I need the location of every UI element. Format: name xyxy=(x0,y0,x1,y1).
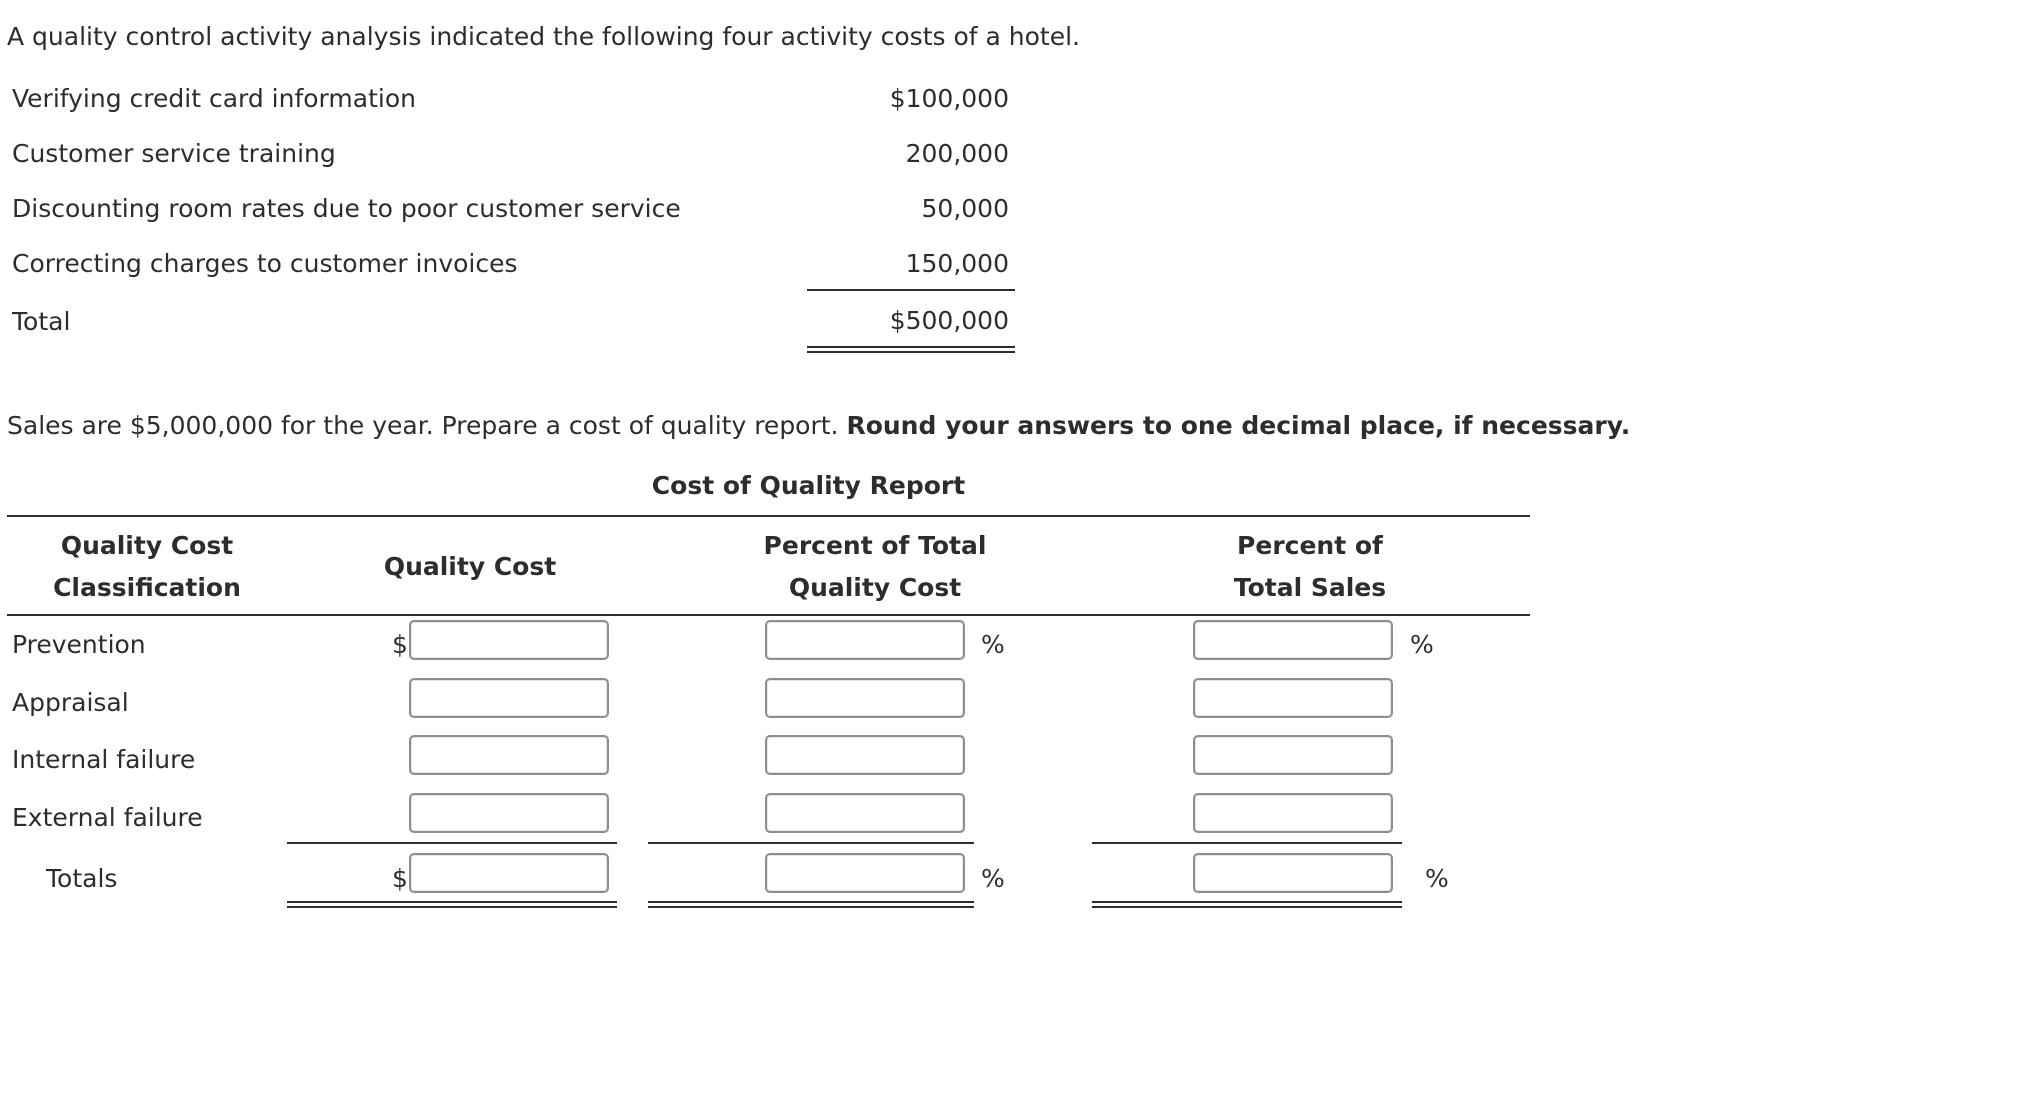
header-classification-line1: Quality Cost xyxy=(60,531,234,560)
header-pct-sales-line2: Total Sales xyxy=(1233,573,1387,602)
instruction-bold: Round your answers to one decimal place, if necessary. xyxy=(846,411,1631,440)
dollar-sign: $ xyxy=(392,630,408,659)
activity-amounts xyxy=(807,80,1015,380)
external-failure-pct-quality-cost-input[interactable] xyxy=(765,793,965,833)
appraisal-pct-quality-cost-input[interactable] xyxy=(765,678,965,718)
activity-label: Verifying credit card information xyxy=(12,84,416,113)
activity-label: Discounting room rates due to poor customer service xyxy=(12,194,681,223)
pct-qc-total-double-rule xyxy=(648,901,974,908)
totals-quality-cost-input[interactable] xyxy=(409,853,609,893)
header-pct-total-sales xyxy=(1150,525,1470,609)
activity-amount: 200,000 xyxy=(905,139,1009,168)
instruction-text xyxy=(7,411,1630,440)
percent-sign: % xyxy=(981,630,1005,659)
external-failure-quality-cost-input[interactable] xyxy=(409,793,609,833)
header-quality-cost: Quality Cost xyxy=(383,552,557,581)
header-classification-line2: Classification xyxy=(53,573,241,602)
internal-failure-pct-quality-cost-input[interactable] xyxy=(765,735,965,775)
percent-sign: % xyxy=(1410,630,1434,659)
row-label-external-failure: External failure xyxy=(12,803,203,832)
pct-qc-subtotal-rule xyxy=(648,842,974,844)
instruction-plain: Sales are $5,000,000 for the year. Prepare a cost of quality report. xyxy=(7,411,847,440)
subtotal-rule xyxy=(807,289,1015,291)
row-label-prevention: Prevention xyxy=(12,630,146,659)
header-pct-total-quality-cost xyxy=(715,525,1035,609)
header-top-rule xyxy=(7,515,1530,517)
total-double-rule xyxy=(807,346,1015,353)
row-label-totals: Totals xyxy=(46,864,118,893)
activity-label: Customer service training xyxy=(12,139,336,168)
total-label: Total xyxy=(12,307,71,336)
internal-failure-pct-sales-input[interactable] xyxy=(1193,735,1393,775)
total-amount: $500,000 xyxy=(889,306,1009,335)
external-failure-pct-sales-input[interactable] xyxy=(1193,793,1393,833)
activity-amount: 50,000 xyxy=(921,194,1009,223)
row-label-appraisal: Appraisal xyxy=(12,688,129,717)
dollar-sign: $ xyxy=(392,864,408,893)
internal-failure-quality-cost-input[interactable] xyxy=(409,735,609,775)
activity-amount: $100,000 xyxy=(889,84,1009,113)
pct-sales-total-double-rule xyxy=(1092,901,1402,908)
header-bottom-rule xyxy=(7,614,1530,616)
header-pct-qc-line2: Quality Cost xyxy=(788,573,962,602)
intro-text: A quality control activity analysis indicated the following four activity costs of a hotel. xyxy=(7,22,1080,51)
activity-label: Correcting charges to customer invoices xyxy=(12,249,518,278)
header-pct-qc-line1: Percent of Total xyxy=(763,531,987,560)
header-classification xyxy=(7,525,287,609)
percent-sign: % xyxy=(1425,864,1449,893)
header-pct-sales-line1: Percent of xyxy=(1237,531,1383,560)
quality-cost-subtotal-rule xyxy=(287,842,617,844)
percent-sign: % xyxy=(981,864,1005,893)
activity-amount: 150,000 xyxy=(905,249,1009,278)
appraisal-pct-sales-input[interactable] xyxy=(1193,678,1393,718)
row-label-internal-failure: Internal failure xyxy=(12,745,196,774)
quality-cost-total-double-rule xyxy=(287,901,617,908)
appraisal-quality-cost-input[interactable] xyxy=(409,678,609,718)
totals-pct-quality-cost-input[interactable] xyxy=(765,853,965,893)
pct-sales-subtotal-rule xyxy=(1092,842,1402,844)
report-title: Cost of Quality Report xyxy=(651,471,966,500)
prevention-pct-quality-cost-input[interactable] xyxy=(765,620,965,660)
prevention-quality-cost-input[interactable] xyxy=(409,620,609,660)
totals-pct-sales-input[interactable] xyxy=(1193,853,1393,893)
prevention-pct-sales-input[interactable] xyxy=(1193,620,1393,660)
